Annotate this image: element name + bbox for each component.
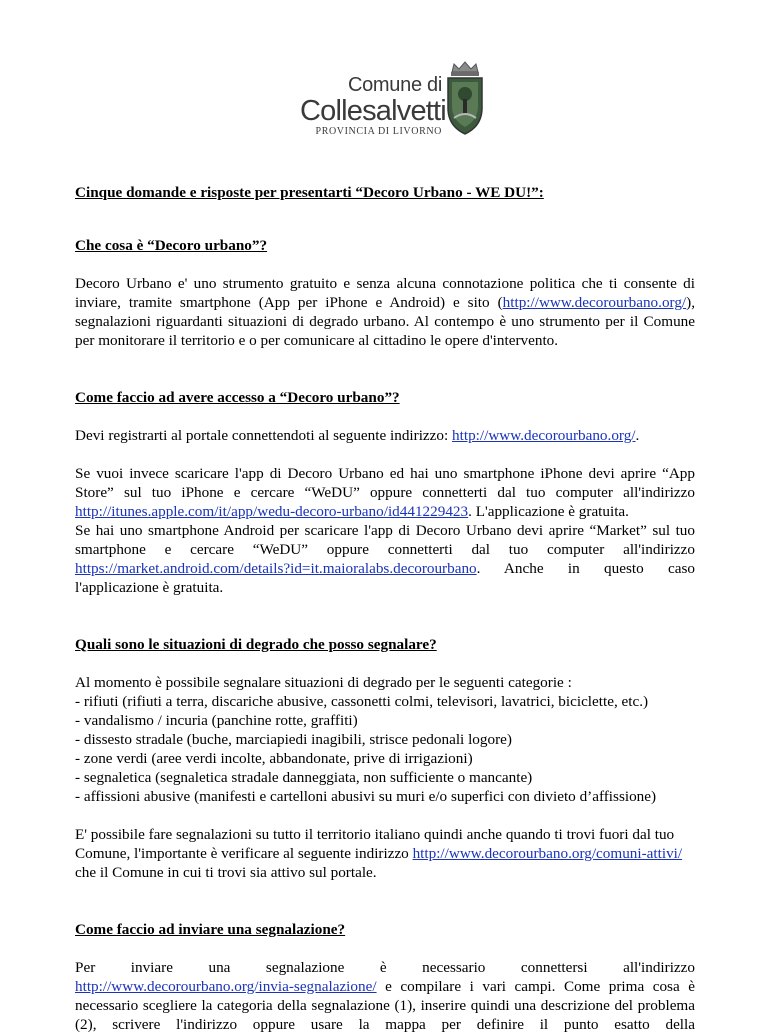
list-item: - zone verdi (aree verdi incolte, abbandonate, prive di irrigazioni): [75, 750, 473, 767]
section-heading-send: Come faccio ad inviare una segnalazione?: [75, 921, 346, 938]
paragraph-send-text-a: Per inviare una segnalazione è necessario connettersi all'indirizzo: [75, 959, 695, 976]
paragraph-register: [75, 426, 695, 445]
link-android-market[interactable]: https://market.android.com/details?id=it.maioralabs.decorourbano: [75, 560, 477, 577]
link-comuni-attivi[interactable]: http://www.decorourbano.org/comuni-attivi/: [412, 845, 683, 862]
section-heading-access: Come faccio ad avere accesso a “Decoro urbano”?: [75, 389, 400, 406]
list-item: - segnaletica (segnaletica stradale danneggiata, non sufficiente o mancante): [75, 769, 533, 786]
paragraph-android: [75, 521, 695, 597]
section-heading-situations: Quali sono le situazioni di degrado che posso segnalare?: [75, 636, 437, 653]
link-itunes[interactable]: http://itunes.apple.com/it/app/wedu-decoro-urbano/id441229423: [75, 503, 469, 520]
document-body: [75, 183, 695, 1034]
paragraph-territory-text-b: che il Comune in cui ti trovi sia attivo sul portale.: [75, 864, 377, 881]
document-title: Cinque domande e risposte per presentarti “Decoro Urbano - WE DU!”:: [75, 184, 544, 201]
link-decorourbano[interactable]: http://www.decorourbano.org/: [502, 294, 687, 311]
paragraph-territory: [75, 825, 695, 882]
link-invia-segnalazione[interactable]: http://www.decorourbano.org/invia-segnalazione/: [75, 978, 377, 995]
logo-line-3: PROVINCIA DI LIVORNO: [315, 126, 442, 137]
logo-text: [300, 74, 446, 138]
paragraph-what-text-a: Decoro Urbano e' uno strumento gratuito e senza alcuna connotazione politica che ti consente di inviare, tramite smartphone (App per iPhone e Android) e sito (: [75, 275, 695, 311]
paragraph-iphone: [75, 464, 695, 521]
list-item: - rifiuti (rifiuti a terra, discariche abusive, cassonetti colmi, televisori, lavatrici, biciclette, etc.): [75, 693, 649, 710]
paragraph-what: [75, 274, 695, 350]
list-item: - affissioni abusive (manifesti e cartelloni abusivi su muri e/o superfici con divieto d’affissione): [75, 788, 657, 805]
paragraph-send: [75, 958, 695, 1034]
category-list: [75, 692, 695, 806]
logo-line-2: Collesalvetti: [300, 95, 446, 127]
section-heading-what: Che cosa è “Decoro urbano”?: [75, 237, 268, 254]
coat-of-arms-icon: [444, 60, 486, 138]
link-decorourbano-register[interactable]: http://www.decorourbano.org/: [452, 427, 636, 444]
paragraph-register-text-b: .: [635, 427, 640, 444]
paragraph-register-text-a: Devi registrarti al portale connettendoti al seguente indirizzo:: [75, 427, 453, 444]
paragraph-territory-text-a: E' possibile fare segnalazioni su tutto il territorio italiano quindi anche quando ti trovi fuori dal tuo Comune, l'importante è verificare al seguente indirizzo: [75, 826, 675, 862]
logo-line-1: Comune di: [347, 74, 442, 96]
list-item: - vandalismo / incuria (panchine rotte, graffiti): [75, 712, 358, 729]
comune-logo: [300, 60, 486, 138]
list-item: - dissesto stradale (buche, marciapiedi inagibili, strisce pedonali logore): [75, 731, 512, 748]
paragraph-iphone-text-b: . L'applicazione è gratuita.: [468, 503, 629, 520]
paragraph-android-text-a: Se hai uno smartphone Android per scaricare l'app di Decoro Urbano devi aprire “Market” sul tuo smartphone e cercare “WeDU” oppure connetterti dal tuo computer all'indirizzo: [75, 522, 695, 558]
paragraph-android-text-b: . Anche in questo caso l'applicazione è gratuita.: [75, 560, 695, 596]
categories-intro: Al momento è possibile segnalare situazioni di degrado per le seguenti categorie :: [75, 674, 572, 691]
paragraph-iphone-text-a: Se vuoi invece scaricare l'app di Decoro Urbano ed hai uno smartphone iPhone devi aprire “App Store” sul tuo iPhone e cercare “WeDU” oppure connetterti dal tuo computer all'indirizzo: [75, 465, 695, 501]
paragraph-what-text-b: ), segnalazioni riguardanti situazioni di degrado urbano. Al contempo è uno strumento per il Comune per monitorare il territorio e o per comunicare al cittadino le opere d'intervento.: [75, 294, 695, 349]
paragraph-send-text-b: e compilare i vari campi. Come prima cosa è necessario scegliere la categoria della segnalazione (1), inserire quindi una descrizione del problema (2), scrivere l'indirizzo oppure usare la mappa per definire il punto esatto della: [75, 978, 695, 1033]
